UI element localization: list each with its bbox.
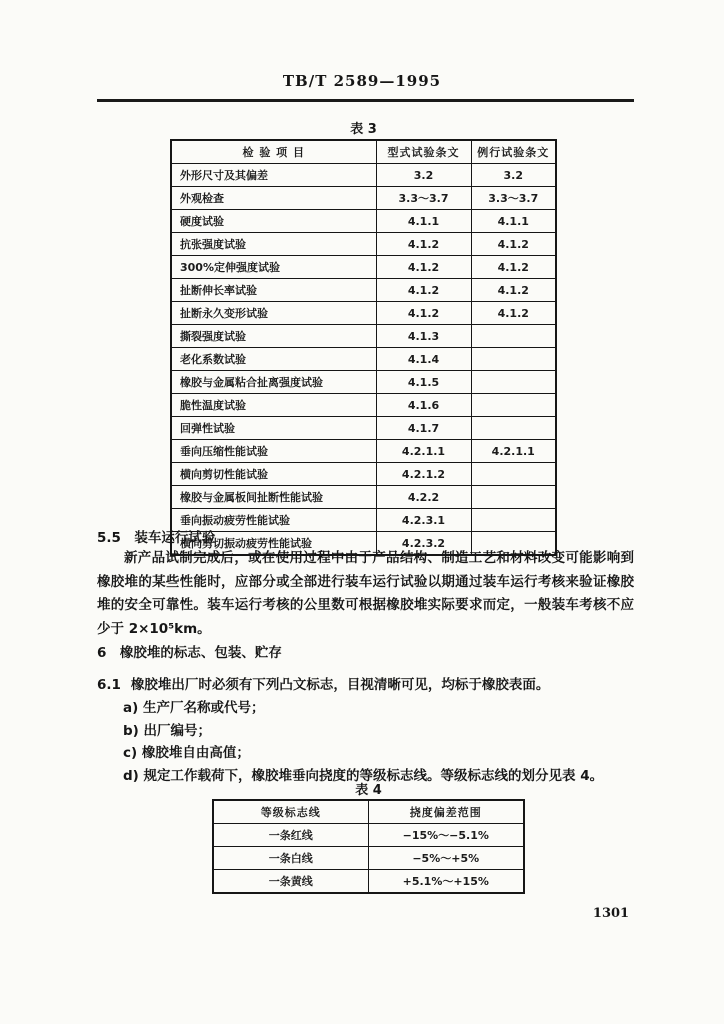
table-cell: 4.1.2 <box>376 256 471 279</box>
table-cell: 横向剪切性能试验 <box>171 463 376 486</box>
table-cell: 4.1.2 <box>471 256 556 279</box>
table-cell: −5%～+5% <box>368 847 524 870</box>
table-cell <box>471 394 556 417</box>
table-row <box>171 348 556 371</box>
table4-header-row <box>213 800 524 824</box>
table-cell: 300%定伸强度试验 <box>171 256 376 279</box>
table-cell: 扯断永久变形试验 <box>171 302 376 325</box>
table-cell: 4.2.1.2 <box>376 463 471 486</box>
table-cell: 4.1.4 <box>376 348 471 371</box>
table-cell: 4.1.1 <box>376 210 471 233</box>
table-cell: 4.1.3 <box>376 325 471 348</box>
table-3-inspection-items <box>170 139 557 556</box>
table3-header-type-test: 型式试验条文 <box>376 140 471 164</box>
table3-caption: 表 3 <box>350 122 377 137</box>
section-6-1-number: 6.1 <box>97 677 121 693</box>
table-row <box>171 187 556 210</box>
table-row <box>171 463 556 486</box>
table-cell: 脆性温度试验 <box>171 394 376 417</box>
table-cell: 4.1.2 <box>471 279 556 302</box>
table-cell: 4.1.5 <box>376 371 471 394</box>
table-cell: 撕裂强度试验 <box>171 325 376 348</box>
table-cell <box>471 417 556 440</box>
table-cell: 老化系数试验 <box>171 348 376 371</box>
table-cell: 一条黄线 <box>213 870 368 894</box>
header-rule <box>97 99 634 102</box>
table-cell: 4.2.2 <box>376 486 471 509</box>
table-row <box>171 233 556 256</box>
table-cell: +5.1%～+15% <box>368 870 524 894</box>
table4-header-grade-line: 等级标志线 <box>213 800 368 824</box>
table-cell: 橡胶与金属板间扯断性能试验 <box>171 486 376 509</box>
table-cell: 抗张强度试验 <box>171 233 376 256</box>
table-row <box>213 824 524 847</box>
table-cell <box>471 463 556 486</box>
table-cell: 3.2 <box>471 164 556 187</box>
table-cell: 4.1.2 <box>376 302 471 325</box>
marking-list <box>123 697 634 787</box>
table-cell: 4.1.2 <box>471 233 556 256</box>
table4-body <box>213 824 524 894</box>
table-row <box>171 417 556 440</box>
list-item: a) 生产厂名称或代号； <box>123 700 265 716</box>
table-4-grade-mark-lines <box>212 799 525 894</box>
table-cell: 回弹性试验 <box>171 417 376 440</box>
table3-body <box>171 164 556 556</box>
table3-header-routine-test: 例行试验条文 <box>471 140 556 164</box>
list-item: d) 规定工作载荷下，橡胶堆垂向挠度的等级标志线。等级标志线的划分见表 4。 <box>123 767 604 784</box>
table-cell: 扯断伸长率试验 <box>171 279 376 302</box>
list-item: b) 出厂编号； <box>123 722 212 739</box>
section-5-5-paragraph: 新产品试制完成后，或在使用过程中由于产品结构、制造工艺和材料改变可能影响到橡胶堆的某些性能时，应部分或全部进行装车运行试验以期通过装车运行考核来验证橡胶堆的安全可靠性。装车运行考核的公里数可根据橡胶堆实际要求而定，一般装车考核不应少于 2×10⁵km。 <box>97 550 634 637</box>
table-cell: 垂向振动疲劳性能试验 <box>171 509 376 532</box>
table-cell: 3.3～3.7 <box>471 187 556 210</box>
table-row <box>171 302 556 325</box>
table-row <box>171 486 556 509</box>
table4-header-deflection-range: 挠度偏差范围 <box>368 800 524 824</box>
table4-caption: 表 4 <box>355 783 382 798</box>
table3-header-row <box>171 140 556 164</box>
page-number: 1301 <box>592 906 630 921</box>
table-row <box>213 847 524 870</box>
table-cell: 4.1.7 <box>376 417 471 440</box>
table-cell: −15%～−5.1% <box>368 824 524 847</box>
table-cell: 3.3～3.7 <box>376 187 471 210</box>
table-row <box>213 870 524 894</box>
section-6-1-line <box>97 673 634 693</box>
list-item: c) 橡胶堆自由高值； <box>123 745 250 761</box>
table-cell: 3.2 <box>376 164 471 187</box>
table-cell <box>471 348 556 371</box>
table-row <box>171 394 556 417</box>
table-cell: 4.1.6 <box>376 394 471 417</box>
table-row <box>171 279 556 302</box>
table-row <box>171 256 556 279</box>
table-cell: 4.2.3.1 <box>376 509 471 532</box>
table-cell: 4.1.2 <box>471 302 556 325</box>
table-cell: 4.1.2 <box>376 233 471 256</box>
table-row <box>171 164 556 187</box>
table-cell: 垂向压缩性能试验 <box>171 440 376 463</box>
table-cell: 外形尺寸及其偏差 <box>171 164 376 187</box>
table-cell: 4.2.1.1 <box>376 440 471 463</box>
table-row <box>171 210 556 233</box>
table-cell: 硬度试验 <box>171 210 376 233</box>
table-cell: 橡胶与金属粘合扯离强度试验 <box>171 371 376 394</box>
table-row <box>171 440 556 463</box>
table-cell: 4.1.1 <box>471 210 556 233</box>
table-row <box>171 371 556 394</box>
table-cell: 4.2.1.1 <box>471 440 556 463</box>
table-cell <box>471 371 556 394</box>
section-5-5-heading: 5.5 装车运行试验 <box>97 530 216 546</box>
table-cell <box>471 325 556 348</box>
table-cell: 4.1.2 <box>376 279 471 302</box>
section-6-1-text: 橡胶堆出厂时必须有下列凸文标志，目视清晰可见，均标于橡胶表面。 <box>130 677 550 693</box>
table-cell: 4.2.3.2 <box>376 532 471 556</box>
table-cell: 一条红线 <box>213 824 368 847</box>
table3-header-item: 检 验 项 目 <box>171 140 376 164</box>
table-row <box>171 325 556 348</box>
section-6-heading: 6 橡胶堆的标志、包装、贮存 <box>97 645 282 661</box>
table-cell <box>471 486 556 509</box>
table-cell: 外观检查 <box>171 187 376 210</box>
table-cell: 一条白线 <box>213 847 368 870</box>
standard-number-header: TB/T 2589—1995 <box>282 72 442 90</box>
table-cell: 横向剪切振动疲劳性能试验 <box>171 532 376 556</box>
